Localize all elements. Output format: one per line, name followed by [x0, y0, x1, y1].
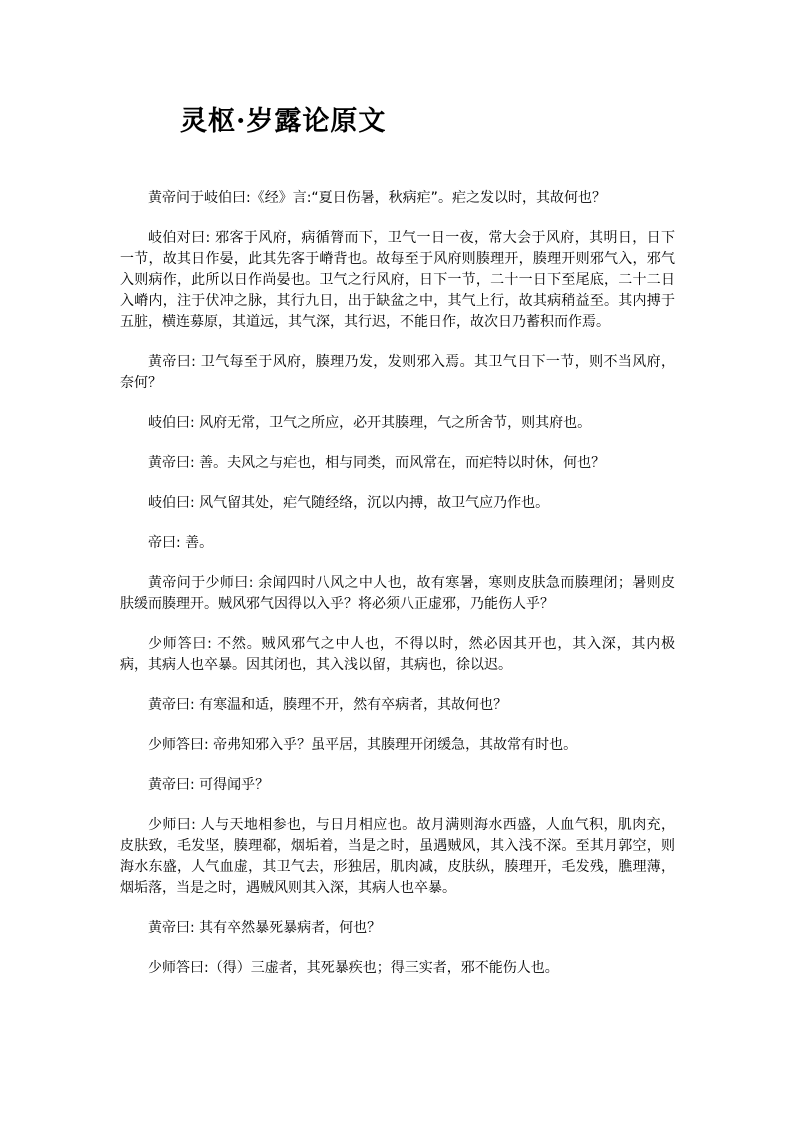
paragraph: 岐伯曰: 风气留其处，疟气随经络，沉以内搏，故卫气应乃作也。 — [148, 495, 550, 511]
paragraph: 岐伯对曰: 邪客于风府，病循膂而下，卫气一日一夜，常大会于风府，其明日，日下一节，故其日作晏，此其先客于嵴背也。故每至于风府则腠理开，腠理开则邪气入，邪气入则病作，此所以日作尚晏也。卫气之行风府，日下一节，二十一日下至尾底，二十二日入嵴内，注于伏冲之脉，其行九日，出于缺盆之中，其气上行，故其病稍益至。其内搏于五脏，横连募原，其道远，其气深，其行迟，不能日作，故次日乃蓄积而作焉。 — [120, 230, 675, 330]
document-title: 灵枢·岁露论原文 — [180, 106, 387, 137]
paragraph: 少师曰: 人与天地相参也，与日月相应也。故月满则海水西盛，人血气积，肌肉充，皮肤致，毛发坚，腠理郗，烟垢着，当是之时，虽遇贼风，其入浅不深。至其月郭空，则海水东盛，人气血虚，其卫气去，形独居，肌肉减，皮肤纵，腠理开，毛发残，膲理薄，烟垢落，当是之时，遇贼风则其入深，其病人也卒暴。 — [120, 817, 675, 896]
paragraph: 少师答曰:（得）三虚者，其死暴疾也；得三实者，邪不能伤人也。 — [148, 960, 559, 976]
paragraph: 黄帝曰: 卫气每至于风府，腠理乃发，发则邪入焉。其卫气日下一节，则不当风府，奈何？ — [120, 354, 675, 391]
paragraph: 黄帝问于岐伯曰:《经》言:“夏日伤暑，秋病疟”。疟之发以时，其故何也？ — [148, 190, 606, 206]
paragraph: 黄帝曰: 可得闻乎？ — [148, 777, 270, 793]
paragraph: 黄帝问于少师曰: 余闻四时八风之中人也，故有寒暑，寒则皮肤急而腠理闭；暑则皮肤缓而腠理开。贼风邪气因得以入乎？将必须八正虚邪，乃能伤人乎？ — [120, 575, 675, 612]
paragraph: 黄帝曰: 有寒温和适，腠理不开，然有卒病者，其故何也？ — [148, 697, 508, 713]
paragraph: 少师答曰: 帝弗知邪入乎？虽平居，其腠理开闭缓急，其故常有时也。 — [148, 737, 578, 753]
paragraph: 少师答曰: 不然。贼风邪气之中人也，不得以时，然必因其开也，其入深，其内极病，其病人也卒暴。因其闭也，其入浅以留，其病也，徐以迟。 — [120, 636, 675, 673]
paragraph: 帝曰: 善。 — [148, 535, 214, 551]
paragraph: 岐伯曰: 风府无常，卫气之所应，必开其腠理，气之所舍节，则其府也。 — [148, 415, 592, 431]
paragraph: 黄帝曰: 善。夫风之与疟也，相与同类，而风常在，而疟特以时休，何也？ — [148, 455, 606, 471]
document-body — [120, 188, 675, 998]
paragraph: 黄帝曰: 其有卒然暴死暴病者，何也？ — [148, 920, 382, 936]
